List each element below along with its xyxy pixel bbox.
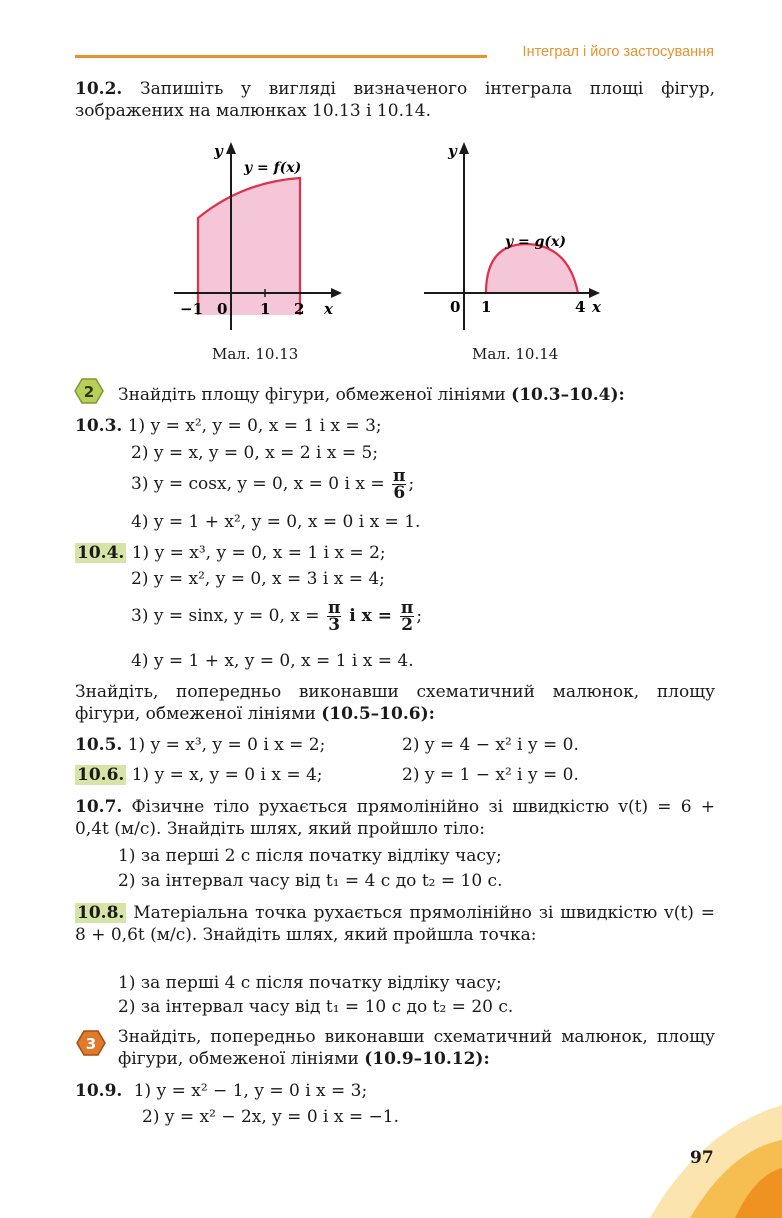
exercise-number: 10.6.: [77, 765, 125, 785]
y-arrow-icon: [226, 142, 236, 154]
level-3-badge-icon: [76, 1030, 106, 1056]
header-title: Інтеграл і його застосування: [522, 44, 714, 60]
exercise-range: (10.5–10.6):: [321, 704, 435, 724]
function-label: y = g(x): [505, 234, 566, 250]
fraction: $\frac{\pi}{2}$: [400, 598, 414, 635]
exercise-10-4: [75, 542, 715, 564]
area-fill: [198, 178, 300, 315]
level-2-instruction: Знайдіть площу фігури, обмеженої лініями (10.3–10.4):: [118, 385, 625, 405]
exercise-10-3: [75, 415, 715, 437]
level-2-badge-icon: [74, 378, 104, 404]
exercise-10-7: [75, 796, 715, 840]
tick-label: 2: [294, 300, 305, 318]
tick-label: 4: [575, 298, 586, 316]
caption-10-14: Мал. 10.14: [472, 345, 559, 363]
level-3-instruction: Знайдіть, попередньо виконавши схематичний малюнок, площу фігури, обмеженої лініями (10.9–10.12):: [118, 1027, 715, 1069]
y-arrow-icon: [459, 142, 469, 154]
item-1: 1) за перші 4 с після початку відліку часу;: [118, 973, 502, 993]
exercise-text: Запишіть у вигляді визначеного інтеграла площі фігур, зображених на малюнках 10.13 і 10.14.: [75, 79, 716, 121]
tick-label: 1: [260, 300, 271, 318]
instruction-10-5-10-6: Знайдіть, попередньо виконавши схематичний малюнок, площу фігури, обмеженої лініями (10.5–10.6):: [75, 682, 715, 724]
x-arrow-icon: [331, 288, 342, 298]
caption-10-13: Мал. 10.13: [212, 345, 299, 363]
x-label: x: [324, 300, 333, 318]
x-arrow-icon: [589, 288, 600, 298]
exercise-number: 10.8.: [77, 903, 125, 923]
item-1: 1) y = x³, y = 0 і x = 2;: [127, 735, 326, 755]
exercise-number: 10.9.: [75, 1081, 123, 1101]
exercise-text: Матеріальна точка рухається прямолінійно зі швидкістю v(t) = 8 + 0,6t (м/с). Знайдіть шлях, який пройшла точка:: [75, 903, 715, 945]
item-1: 1) y = x³, y = 0, x = 1 і x = 2;: [131, 543, 386, 563]
function-label: y = f(x): [244, 160, 302, 176]
item-2: 2) за інтервал часу від t₁ = 10 с до t₂ = 20 с.: [118, 997, 514, 1017]
exercise-10-2: [75, 78, 715, 122]
tick-label: 0: [450, 298, 461, 316]
item-2: 2) y = x, y = 0, x = 2 і x = 5;: [131, 443, 379, 463]
item-1: 1) за перші 2 с після початку відліку часу;: [118, 846, 502, 866]
exercise-10-9: [75, 1080, 715, 1102]
item-2: 2) за інтервал часу від t₁ = 4 с до t₂ = 10 с.: [118, 871, 503, 891]
item-2: 2) y = 4 − x² і y = 0.: [402, 735, 579, 755]
exercise-number: 10.3.: [75, 416, 123, 436]
exercise-10-5: [75, 734, 715, 756]
y-label: y: [214, 142, 223, 160]
svg-text:2: 2: [83, 383, 95, 401]
item-2: 2) y = 1 − x² і y = 0.: [402, 765, 579, 785]
fraction: $\frac{\pi}{6}$: [393, 466, 406, 503]
exercise-number: 10.2.: [75, 79, 123, 99]
exercise-number: 10.4.: [77, 543, 125, 563]
item-3: 3) y = cosx, y = 0, x = 0 і x = $\frac{\pi}{6}$ ;: [131, 466, 415, 503]
exercise-10-8: [75, 902, 715, 946]
x-label: x: [592, 298, 601, 316]
exercise-range: (10.3–10.4):: [511, 385, 625, 405]
item-1: 1) y = x² − 1, y = 0 і x = 3;: [133, 1081, 368, 1101]
exercise-text: Фізичне тіло рухається прямолінійно зі швидкістю v(t) = 6 + 0,4t (м/с). Знайдіть шлях, який пройшло тіло:: [75, 797, 715, 839]
exercise-number: 10.7.: [75, 797, 123, 817]
item-2: 2) y = x² − 2x, y = 0 і x = −1.: [142, 1107, 399, 1127]
item-2: 2) y = x², y = 0, x = 3 і x = 4;: [131, 569, 385, 589]
figure-10-13: [172, 140, 372, 340]
svg-text:3: 3: [85, 1035, 97, 1053]
tick-label: 1: [481, 298, 492, 316]
item-1: 1) y = x², y = 0, x = 1 і x = 3;: [127, 416, 382, 436]
tick-label: 0: [217, 300, 228, 318]
item-4: 4) y = 1 + x, y = 0, x = 1 і x = 4.: [131, 651, 414, 671]
item-4: 4) y = 1 + x², y = 0, x = 0 і x = 1.: [131, 512, 421, 532]
item-1: 1) y = x, y = 0 і x = 4;: [131, 765, 323, 785]
page-number: 97: [690, 1148, 714, 1168]
figure-10-14: [420, 140, 620, 340]
y-label: y: [448, 142, 457, 160]
tick-label: −1: [180, 300, 204, 318]
fraction: $\frac{\pi}{3}$: [327, 598, 341, 635]
header-rule: [75, 55, 487, 58]
item-3: 3) y = sinx, y = 0, x = $\frac{\pi}{3}$ і x = $\frac{\pi}{2}$ ;: [131, 598, 423, 635]
exercise-10-6: [75, 764, 715, 786]
exercise-range: (10.9–10.12):: [364, 1049, 490, 1069]
exercise-number: 10.5.: [75, 735, 123, 755]
